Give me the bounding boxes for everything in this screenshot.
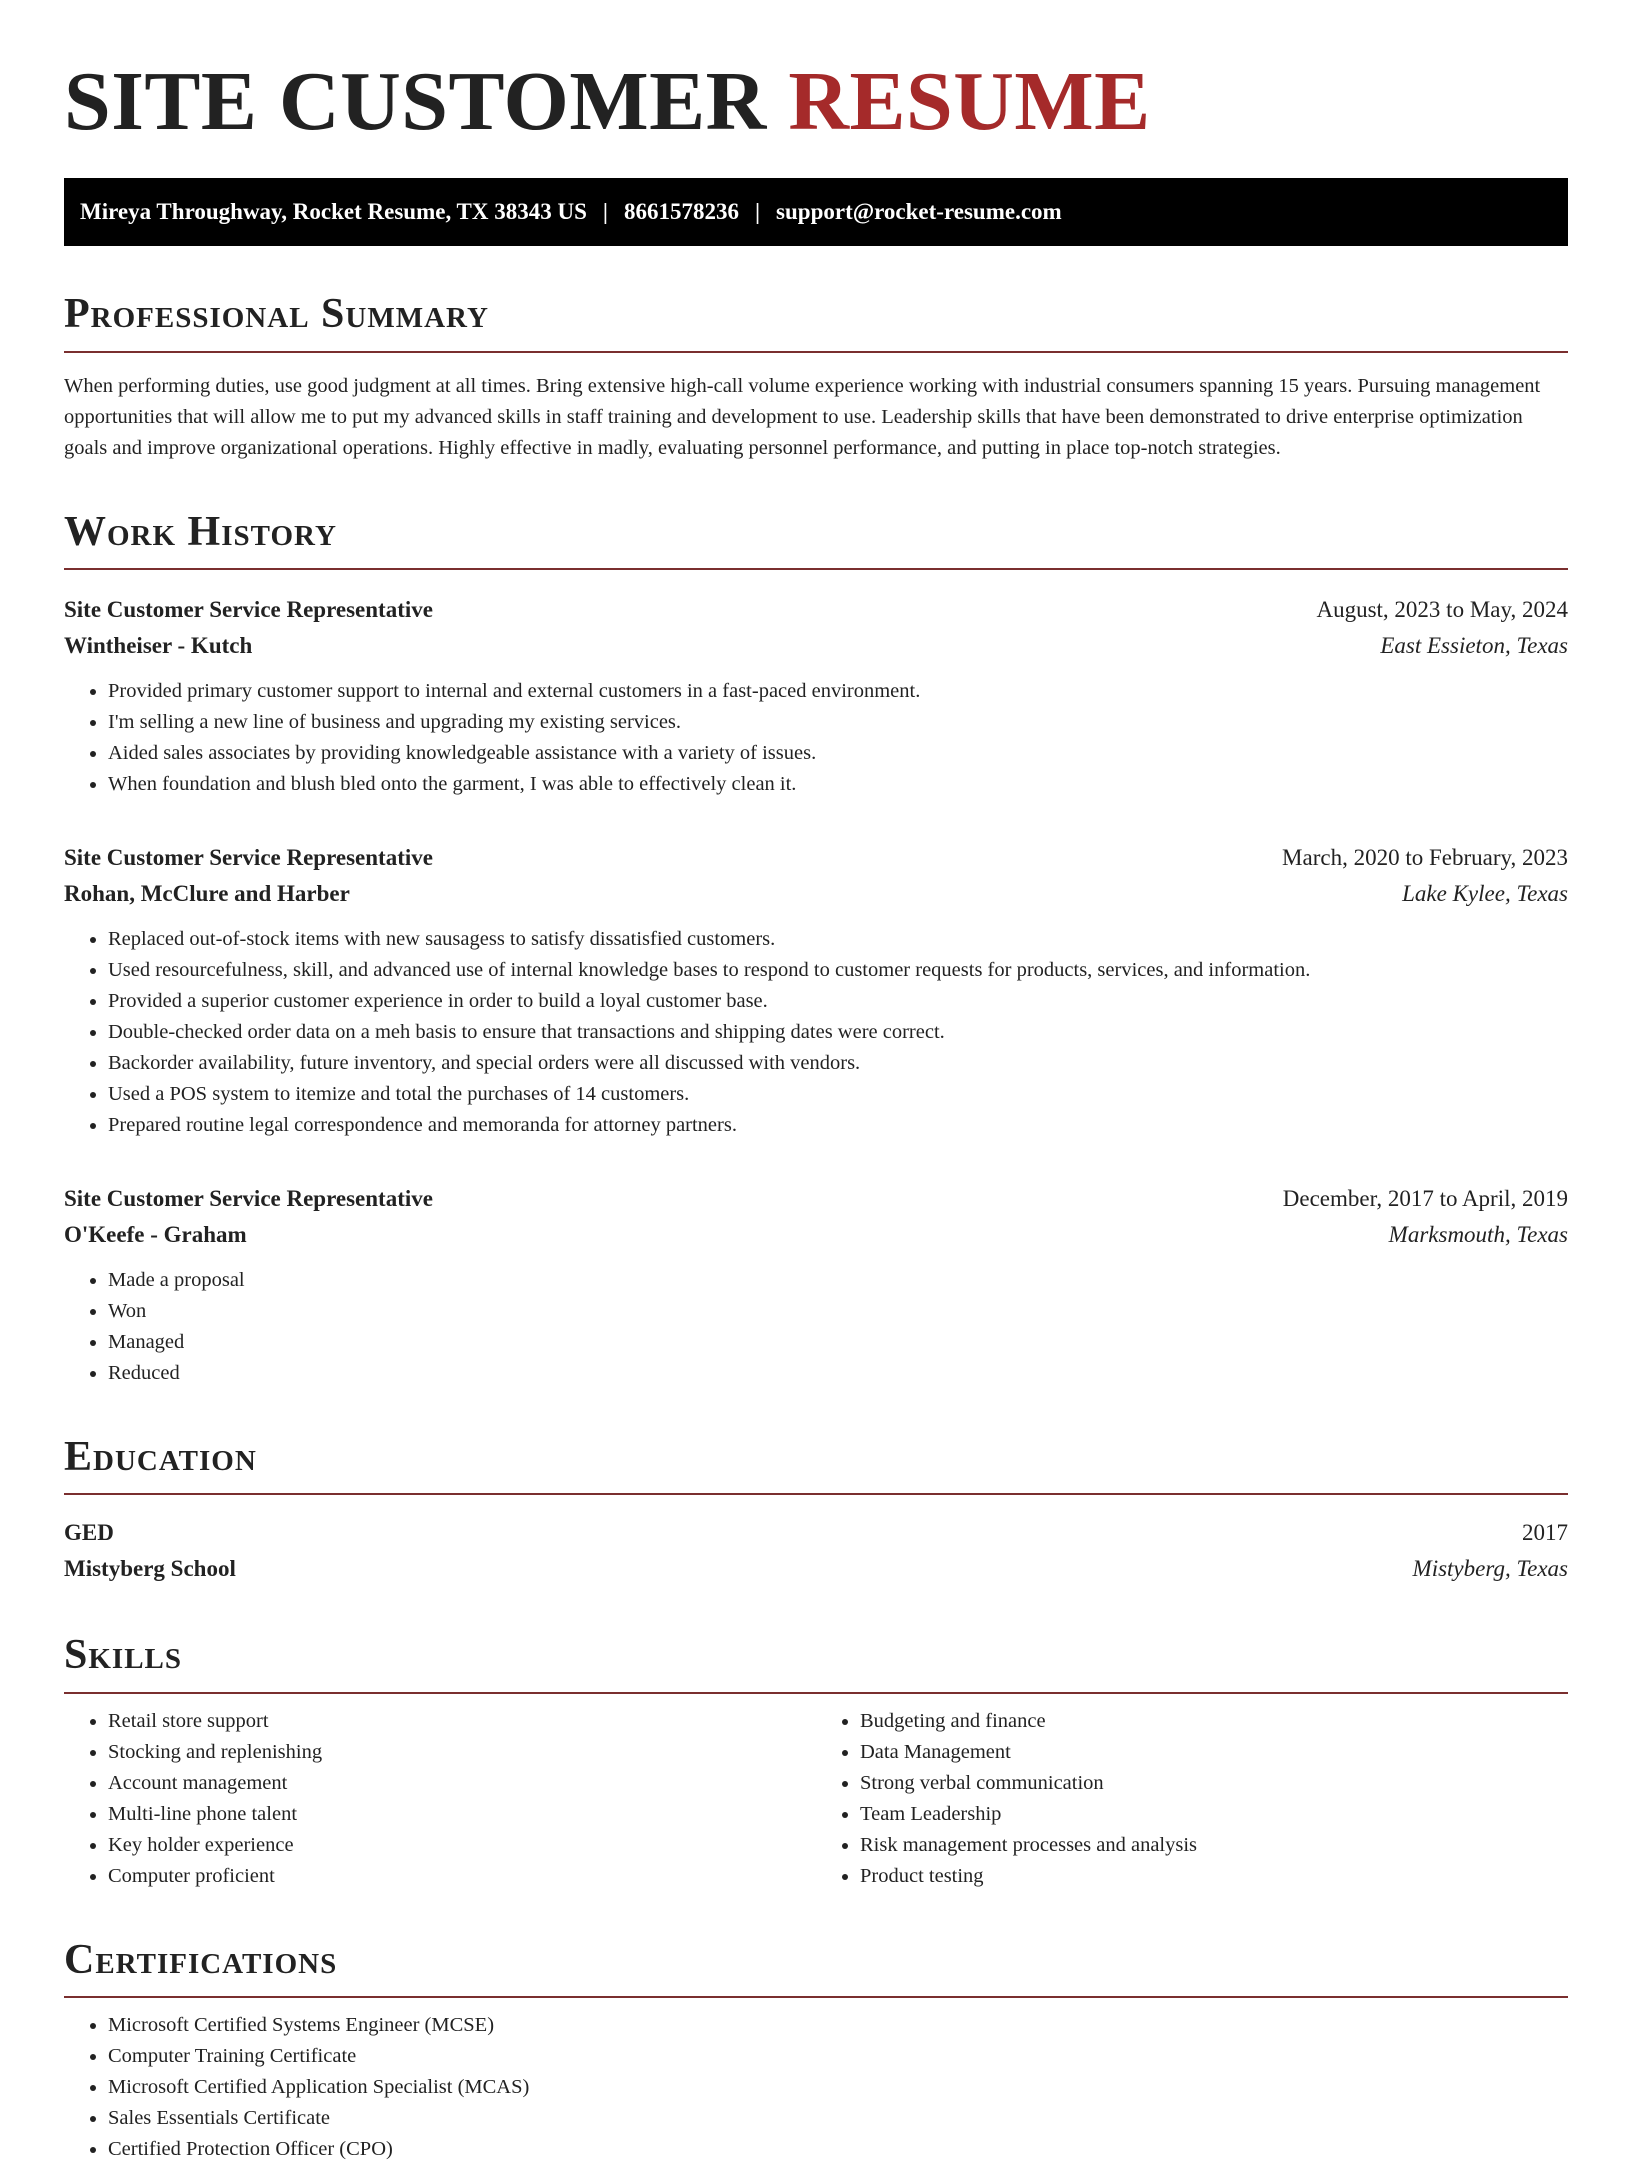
list-item: • Computer proficient — [108, 1861, 816, 1892]
list-item: • Managed — [108, 1327, 1568, 1358]
education-entry — [64, 1515, 1568, 1587]
list-item: • Key holder experience — [108, 1830, 816, 1861]
list-item: • Prepared routine legal correspondence and memoranda for attorney partners. — [108, 1110, 1568, 1141]
list-item: • Aided sales associates by providing knowledgeable assistance with a variety of issues. — [108, 738, 1568, 769]
list-item: • Reduced — [108, 1358, 1568, 1389]
list-item: • When foundation and blush bled onto the garment, I was able to effectively clean it. — [108, 769, 1568, 800]
job-title: Site Customer Service Representative — [64, 596, 433, 622]
skills-list-left — [64, 1706, 816, 1892]
list-item: • Product testing — [860, 1861, 1568, 1892]
job-title: Site Customer Service Representative — [64, 1185, 433, 1211]
skills-heading: Skills — [64, 1631, 1568, 1693]
contact-email: support@rocket-resume.com — [776, 199, 1062, 225]
list-item: • Provided primary customer support to internal and external customers in a fast-paced environment. — [108, 676, 1568, 707]
skills-list-right — [816, 1706, 1568, 1892]
title-accent: RESUME — [788, 55, 1151, 148]
contact-bar — [64, 178, 1568, 246]
education-degree: GED — [64, 1520, 114, 1546]
summary-text: When performing duties, use good judgment at all times. Bring extensive high-call volume experience working with industrial consumers spanning 15 years. Pursuing management opportunities that will allow me to put my advanced skills in staff training and development to use. Leadership skills that have been demonstrated to drive enterprise optimization goals and improve organizational operations. Highly effective in madly, evaluating personnel performance, and putting in place top-notch strategies. — [64, 374, 1541, 459]
list-item: • Replaced out-of-stock items with new sausagess to satisfy dissatisfied customers. — [108, 924, 1568, 955]
job-entry — [64, 592, 1568, 800]
education-school: Mistyberg School — [64, 1556, 236, 1582]
job-location: Marksmouth, Texas — [1388, 1221, 1568, 1247]
list-item: • Retail store support — [108, 1706, 816, 1737]
job-company: O'Keefe - Graham — [64, 1221, 247, 1247]
education-location: Mistyberg, Texas — [1412, 1556, 1568, 1582]
job-bullets — [64, 924, 1568, 1141]
list-item: • I'm selling a new line of business and upgrading my existing services. — [108, 707, 1568, 738]
list-item: • Account management — [108, 1768, 816, 1799]
job-location: Lake Kylee, Texas — [1402, 880, 1568, 906]
list-item: • Strong verbal communication — [860, 1768, 1568, 1799]
job-company: Wintheiser - Kutch — [64, 632, 253, 658]
job-bullets — [64, 1265, 1568, 1389]
summary-heading: Professional Summary — [64, 290, 1568, 352]
list-item: • Multi-line phone talent — [108, 1799, 816, 1830]
list-item: • Used resourcefulness, skill, and advanced use of internal knowledge bases to respond to customer requests for products, services, and information. — [108, 955, 1568, 986]
list-item: • Microsoft Certified Systems Engineer (MCSE) — [108, 2010, 1568, 2041]
job-dates: August, 2023 to May, 2024 — [1316, 596, 1568, 622]
list-item: • Made a proposal — [108, 1265, 1568, 1296]
list-item: • Backorder availability, future inventory, and special orders were all discussed with vendors. — [108, 1048, 1568, 1079]
list-item: • Won — [108, 1296, 1568, 1327]
job-title: Site Customer Service Representative — [64, 844, 433, 870]
job-dates: December, 2017 to April, 2019 — [1282, 1185, 1568, 1211]
list-item: • Risk management processes and analysis — [860, 1830, 1568, 1861]
contact-separator: | — [754, 199, 761, 225]
contact-address: Mireya Throughway, Rocket Resume, TX 38343 US — [80, 199, 587, 225]
job-bullets — [64, 676, 1568, 800]
list-item: • Team Leadership — [860, 1799, 1568, 1830]
list-item: • Certified Protection Officer (CPO) — [108, 2134, 1568, 2165]
job-location: East Essieton, Texas — [1380, 632, 1568, 658]
list-item: • Sales Essentials Certificate — [108, 2103, 1568, 2134]
job-entry — [64, 840, 1568, 1141]
education-heading: Education — [64, 1433, 1568, 1495]
contact-phone: 8661578236 — [623, 199, 739, 225]
skills-grid — [64, 1706, 1568, 1892]
certifications-heading: Certifications — [64, 1936, 1568, 1998]
list-item: • Double-checked order data on a meh basis to ensure that transactions and shipping dates were correct. — [108, 1017, 1568, 1048]
job-dates: March, 2020 to February, 2023 — [1282, 844, 1568, 870]
education-year: 2017 — [1522, 1520, 1568, 1546]
certifications-list — [64, 2010, 1568, 2165]
list-item: • Budgeting and finance — [860, 1706, 1568, 1737]
work-history-heading: Work History — [64, 508, 1568, 570]
job-company: Rohan, McClure and Harber — [64, 880, 350, 906]
list-item: • Stocking and replenishing — [108, 1737, 816, 1768]
contact-separator: | — [602, 199, 608, 225]
list-item: • Data Management — [860, 1737, 1568, 1768]
list-item: • Microsoft Certified Application Specialist (MCAS) — [108, 2072, 1568, 2103]
list-item: • Computer Training Certificate — [108, 2041, 1568, 2072]
title-main: SITE CUSTOMER — [64, 55, 767, 148]
list-item: • Used a POS system to itemize and total the purchases of 14 customers. — [108, 1079, 1568, 1110]
job-entry — [64, 1181, 1568, 1389]
list-item: • Provided a superior customer experience in order to build a loyal customer base. — [108, 986, 1568, 1017]
resume-title — [64, 0, 1568, 148]
